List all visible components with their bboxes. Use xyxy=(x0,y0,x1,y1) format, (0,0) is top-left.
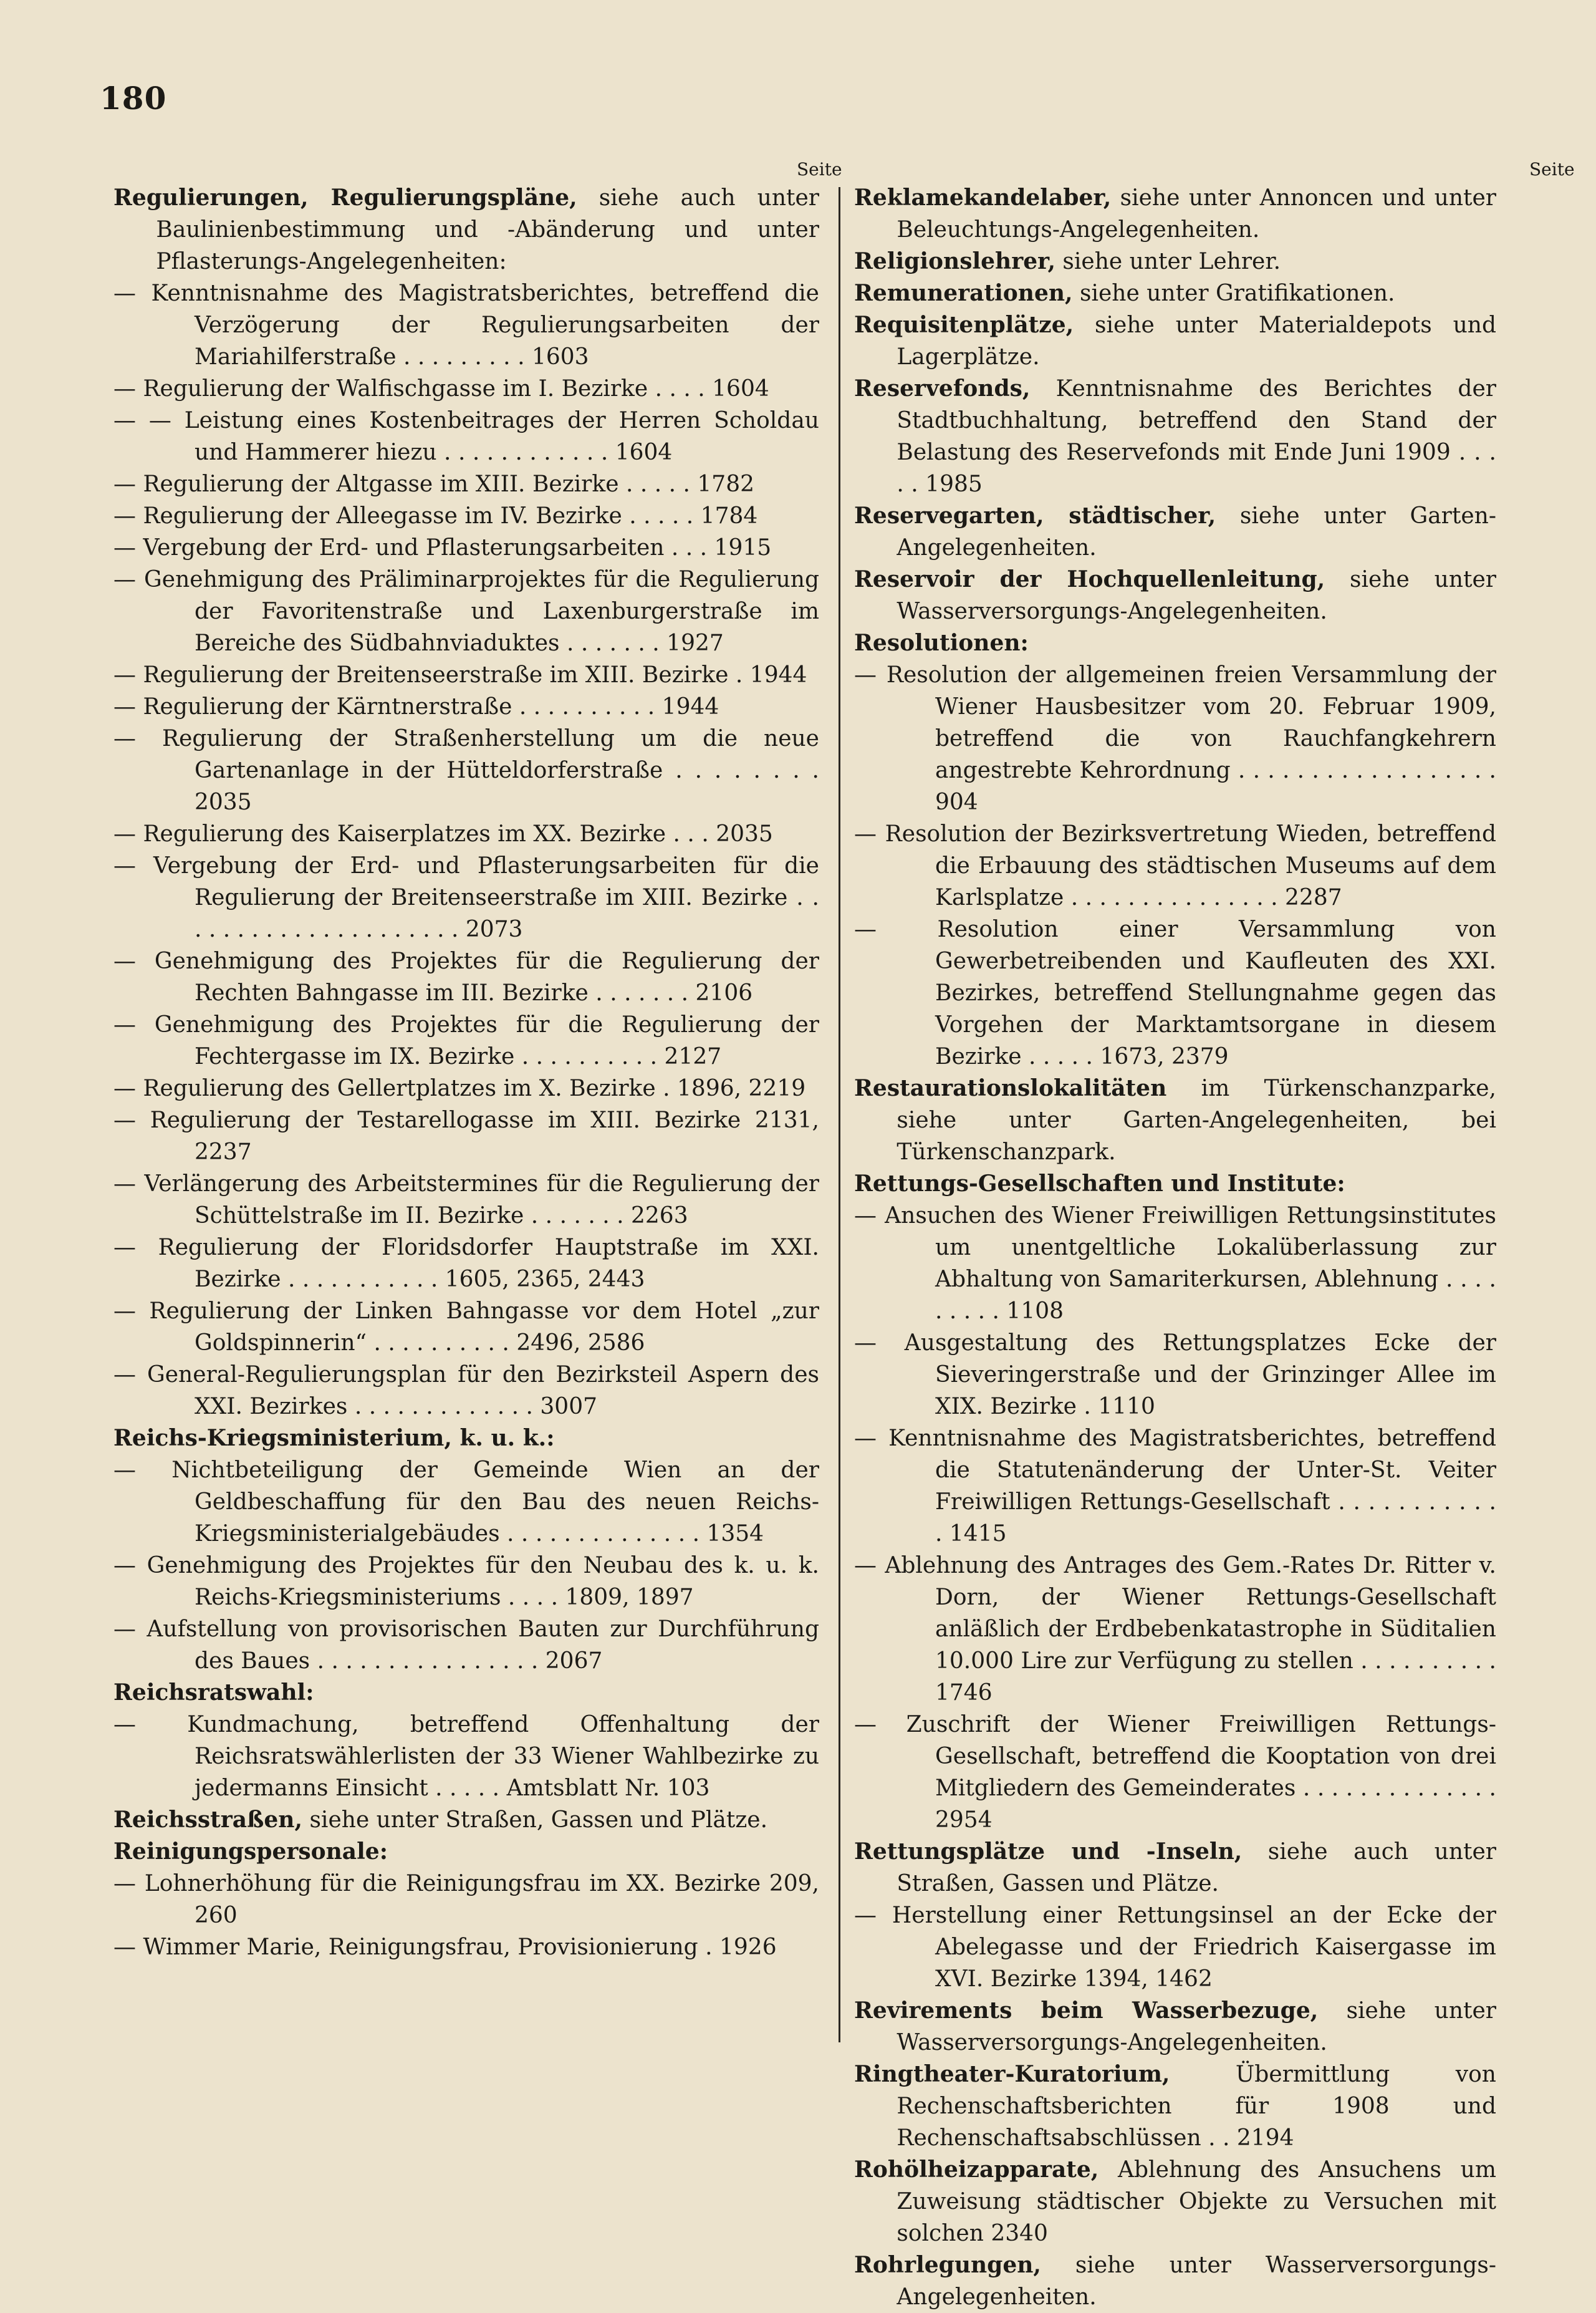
index-heading-text: siehe unter Lehrer. xyxy=(1055,249,1281,274)
index-headword: Rohölheizapparate, xyxy=(854,2156,1099,2183)
index-subentry: — Regulierung der Breitenseerstraße im XIII. Bezirke . 1944 xyxy=(113,662,807,688)
index-heading-text: siehe auch unter Straßen, Gassen und Plätze. xyxy=(897,1839,1496,1896)
index-heading xyxy=(854,1073,1496,1168)
page-number: 180 xyxy=(100,80,167,117)
index-subentry: — Genehmigung des Projektes für den Neubau des k. u. k. Reichs-Kriegsministeriums . . . . 1809, 1897 xyxy=(113,1553,819,1610)
index-heading-text: Übermittlung von Rechenschaftsberichten für 1908 und Rechenschaftsabschlüssen . . 2194 xyxy=(897,2062,1496,2151)
index-subentry: — Resolution einer Versammlung von Gewerbetreibenden und Kaufleuten des XXI. Bezirkes, betreffend Stellungnahme gegen das Vorgehen der Marktamtsorgane in diesem Bezirke . . . . . 1673, 2379 xyxy=(854,917,1496,1070)
index-heading-text: siehe unter Wasserversorgungs-Angelegenheiten. xyxy=(897,1998,1496,2055)
index-headword: Reservefonds, xyxy=(854,375,1031,402)
index-subentry: — Genehmigung des Projektes für die Regulierung der Rechten Bahngasse im III. Bezirke . . . . . . . 2106 xyxy=(113,949,819,1006)
index-subentry: — Regulierung der Straßenherstellung um die neue Gartenanlage in der Hütteldorferstraße . . . . . . . . 2035 xyxy=(113,726,819,815)
index-heading xyxy=(113,1804,819,1836)
index-heading xyxy=(113,1836,819,1868)
index-headword: Remunerationen, xyxy=(854,280,1073,306)
index-headword: Reklamekandelaber, xyxy=(854,185,1112,211)
index-subentry: — — Leistung eines Kostenbeitrages der Herren Scholdau und Hammerer hiezu . . . . . . . . . . . . 1604 xyxy=(113,408,819,465)
index-heading-text: Ablehnung des Ansuchens um Zuweisung städtischer Objekte zu Versuchen mit solchen 2340 xyxy=(897,2157,1496,2246)
index-subentry: — Regulierung des Gellertplatzes im X. Bezirke . 1896, 2219 xyxy=(113,1076,806,1101)
index-headword: Rettungsplätze und -Inseln, xyxy=(854,1838,1243,1865)
index-heading xyxy=(854,2154,1496,2249)
index-headword: Reichsstraßen, xyxy=(113,1807,303,1833)
index-subentry: — Resolution der Bezirksvertretung Wieden, betreffend die Erbauung des städtischen Museums auf dem Karlsplatze . . . . . . . . . . . . . . . 2287 xyxy=(854,821,1496,910)
index-subentry: — Zuschrift der Wiener Freiwilligen Rettungs-Gesellschaft, betreffend die Kooptation von drei Mitgliedern des Gemeinderates . . . . . . . . . . . . . . 2954 xyxy=(854,1712,1496,1833)
index-heading xyxy=(854,1836,1496,1900)
index-headword: Rettungs-Gesellschaften und Institute: xyxy=(854,1171,1345,1197)
index-heading xyxy=(854,627,1496,659)
index-subentry: — Herstellung einer Rettungsinsel an der Ecke der Abelegasse und der Friedrich Kaisergasse im XVI. Bezirke 1394, 1462 xyxy=(854,1903,1496,1992)
index-heading xyxy=(854,1168,1496,1200)
index-subentry: — Ablehnung des Antrages des Gem.-Rates Dr. Ritter v. Dorn, der Wiener Rettungs-Gesellschaft anläßlich der Erdbebenkatastrophe in Süditalien 10.000 Lire zur Verfügung zu stellen . . . . . . . . . . 1746 xyxy=(854,1553,1496,1706)
index-heading xyxy=(854,2059,1496,2154)
index-heading xyxy=(854,309,1496,373)
index-headword: Rohrlegungen, xyxy=(854,2252,1041,2278)
index-subentry: — Regulierung der Walfischgasse im I. Bezirke . . . . 1604 xyxy=(113,376,769,402)
index-heading xyxy=(854,1995,1496,2059)
index-heading-text: im Türkenschanzparke, siehe unter Garten-Angelegenheiten, bei Türkenschanzpark. xyxy=(897,1076,1496,1165)
index-headword: Restaurationslokalitäten xyxy=(854,1075,1167,1101)
seite-label-left: Seite xyxy=(797,159,842,180)
index-headword: Ringtheater-Kuratorium, xyxy=(854,2061,1170,2087)
index-heading xyxy=(854,500,1496,564)
index-headword: Requisitenplätze, xyxy=(854,312,1074,338)
index-headword: Reservoir der Hochquellenleitung, xyxy=(854,566,1325,592)
right-column xyxy=(854,182,1496,2313)
left-column xyxy=(113,182,819,1963)
index-headword: Reichs-Kriegsministerium, k. u. k.: xyxy=(113,1425,555,1451)
index-heading-text: siehe unter Garten-Angelegenheiten. xyxy=(897,503,1497,561)
index-heading xyxy=(854,2249,1496,2313)
index-heading xyxy=(854,182,1496,246)
seite-label-right: Seite xyxy=(1529,159,1575,180)
index-subentry: — Regulierung der Floridsdorfer Hauptstraße im XXI. Bezirke . . . . . . . . . . . 1605, 2365, 2443 xyxy=(113,1235,819,1292)
index-subentry: — Kenntnisnahme des Magistratsberichtes, betreffend die Statutenänderung der Unter-St. Veiter Freiwilligen Rettungs-Gesellschaft . . . . . . . . . . . . 1415 xyxy=(854,1426,1496,1547)
index-subentry: — General-Regulierungsplan für den Bezirksteil Aspern des XXI. Bezirkes . . . . . . . . . . . . . 3007 xyxy=(113,1362,819,1419)
index-subentry: — Vergebung der Erd- und Pflasterungsarbeiten für die Regulierung der Breitenseerstraße im XIII. Bezirke . . . . . . . . . . . . . . . . . . . . . 2073 xyxy=(113,853,819,942)
index-heading xyxy=(854,373,1496,500)
index-heading-text: siehe unter Materialdepots und Lagerplätze. xyxy=(897,312,1496,370)
index-heading-text: siehe unter Wasserversorgungs-Angelegenheiten. xyxy=(897,2253,1496,2310)
index-subentry: — Ansuchen des Wiener Freiwilligen Rettungsinstitutes um unentgeltliche Lokalüberlassung zur Abhaltung von Samariterkursen, Ablehnung . . . . . . . . . 1108 xyxy=(854,1203,1496,1324)
column-divider xyxy=(839,187,840,2042)
index-subentry: — Kundmachung, betreffend Offenhaltung der Reichsratswählerlisten der 33 Wiener Wahlbezirke zu jedermanns Einsicht . . . . . Amtsblatt Nr. 103 xyxy=(113,1712,819,1801)
index-subentry: — Regulierung der Alleegasse im IV. Bezirke . . . . . 1784 xyxy=(113,503,758,529)
index-heading xyxy=(113,1422,819,1454)
index-heading xyxy=(854,278,1496,309)
index-heading-text: siehe unter Straßen, Gassen und Plätze. xyxy=(302,1807,768,1833)
index-subentry: — Ausgestaltung des Rettungsplatzes Ecke der Sieveringerstraße und der Grinzinger Allee im XIX. Bezirke . 1110 xyxy=(854,1330,1496,1419)
index-headword: Revirements beim Wasserbezuge, xyxy=(854,1997,1319,2024)
index-heading-text: siehe unter Wasserversorgungs-Angelegenheiten. xyxy=(897,567,1496,624)
index-headword: Reichsratswahl: xyxy=(113,1679,314,1706)
index-headword: Regulierungen, Regulierungspläne, xyxy=(113,185,577,211)
index-headword: Reservegarten, städtischer, xyxy=(854,503,1216,529)
index-headword: Resolutionen: xyxy=(854,630,1029,656)
index-subentry: — Wimmer Marie, Reinigungsfrau, Provisionierung . 1926 xyxy=(113,1934,777,1960)
index-heading-text: Kenntnisnahme des Berichtes der Stadtbuchhaltung, betreffend den Stand der Belastung des Reservefonds mit Ende Juni 1909 . . . . . 1985 xyxy=(897,376,1496,497)
index-heading xyxy=(854,246,1496,278)
index-heading-text: siehe unter Gratifikationen. xyxy=(1072,281,1395,306)
index-heading xyxy=(854,564,1496,627)
index-subentry: — Regulierung der Testarellogasse im XIII. Bezirke 2131, 2237 xyxy=(113,1108,819,1165)
index-subentry: — Genehmigung des Präliminarprojektes für die Regulierung der Favoritenstraße und Laxenburgerstraße im Bereiche des Südbahnviaduktes . . . . . . . 1927 xyxy=(113,567,819,656)
index-subentry: — Regulierung der Kärntnerstraße . . . . . . . . . . 1944 xyxy=(113,694,719,720)
index-headword: Reinigungspersonale: xyxy=(113,1838,388,1865)
index-heading xyxy=(113,1677,819,1709)
index-subentry: — Lohnerhöhung für die Reinigungsfrau im XX. Bezirke 209, 260 xyxy=(113,1871,819,1928)
index-subentry: — Resolution der allgemeinen freien Versammlung der Wiener Hausbesitzer vom 20. Februar 1909, betreffend die von Rauchfangkehrern angestrebte Kehrordnung . . . . . . . . . . . . . . . . . . 904 xyxy=(854,662,1496,815)
index-subentry: — Regulierung des Kaiserplatzes im XX. Bezirke . . . 2035 xyxy=(113,821,773,847)
index-subentry: — Regulierung der Altgasse im XIII. Bezirke . . . . . 1782 xyxy=(113,471,755,497)
index-subentry: — Aufstellung von provisorischen Bauten zur Durchführung des Baues . . . . . . . . . . . . . . . . 2067 xyxy=(113,1616,819,1674)
index-subentry: — Genehmigung des Projektes für die Regulierung der Fechtergasse im IX. Bezirke . . . . . . . . . . 2127 xyxy=(113,1012,819,1070)
index-subentry: — Nichtbeteiligung der Gemeinde Wien an der Geldbeschaffung für den Bau des neuen Reichs-Kriegsministerialgebäudes . . . . . . . . . . . . . . 1354 xyxy=(113,1457,819,1547)
index-heading-text: siehe unter Annoncen und unter Beleuchtungs-Angelegenheiten. xyxy=(897,185,1496,243)
index-heading-text: siehe auch unter Baulinienbestimmung und -Abänderung und unter Pflasterungs-Angelegenheiten: xyxy=(156,185,819,274)
index-subentry: — Vergebung der Erd- und Pflasterungsarbeiten . . . 1915 xyxy=(113,535,772,561)
index-subentry: — Verlängerung des Arbeitstermines für die Regulierung der Schüttelstraße im II. Bezirke . . . . . . . 2263 xyxy=(113,1171,819,1229)
index-headword: Religionslehrer, xyxy=(854,248,1055,274)
index-heading xyxy=(113,182,819,278)
index-subentry: — Regulierung der Linken Bahngasse vor dem Hotel „zur Goldspinnerin“ . . . . . . . . . . 2496, 2586 xyxy=(113,1298,819,1356)
index-subentry: — Kenntnisnahme des Magistratsberichtes, betreffend die Verzögerung der Regulierungsarbeiten der Mariahilferstraße . . . . . . . . . 1603 xyxy=(113,281,819,370)
